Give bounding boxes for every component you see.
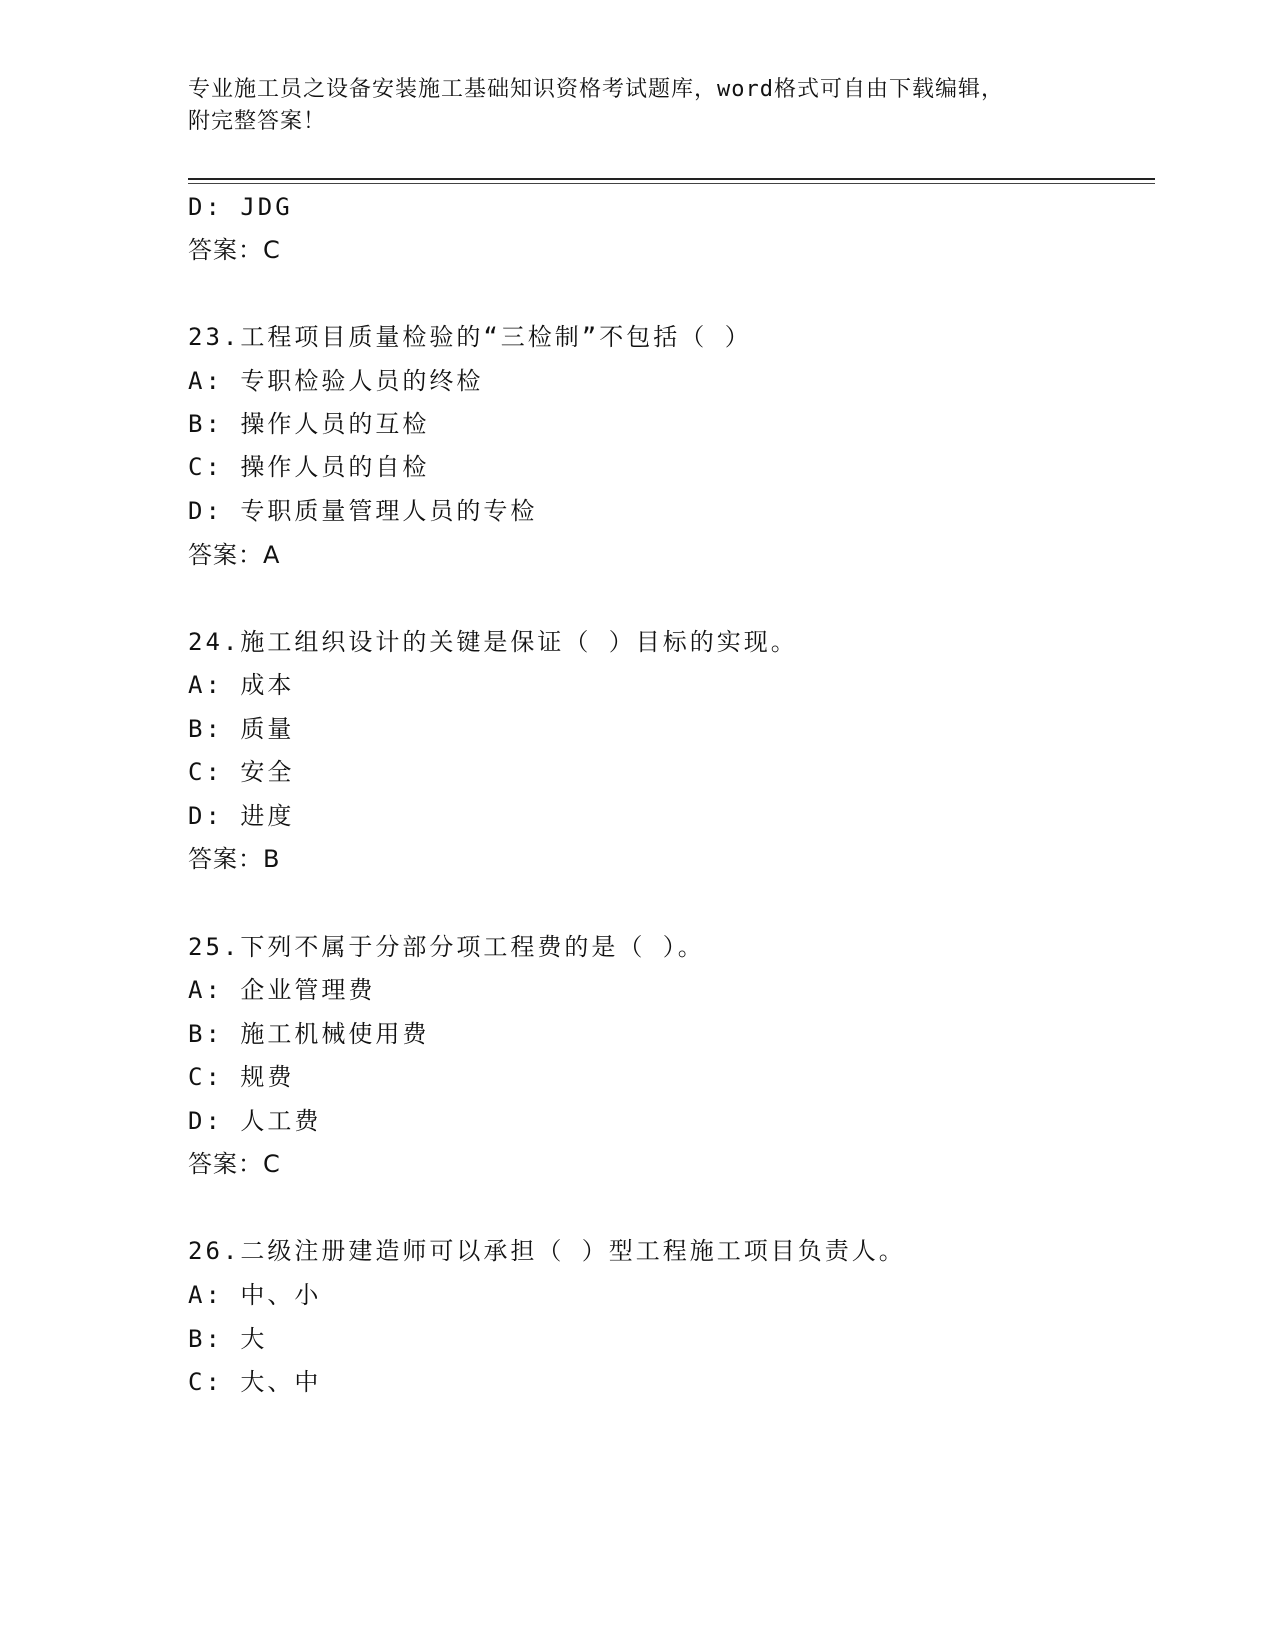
question-24-option-d: D: 进度	[188, 802, 295, 830]
question-24-option-b: B: 质量	[188, 715, 295, 743]
question-23-answer: 答案：A	[188, 541, 281, 569]
question-25-option-a: A: 企业管理费	[188, 976, 376, 1004]
question-24-option-a: A: 成本	[188, 671, 295, 699]
page-header	[188, 74, 1088, 138]
header-divider-thin	[188, 183, 1155, 184]
question-23-option-a: A: 专职检验人员的终检	[188, 367, 484, 395]
header-line-2: 附完整答案！	[188, 109, 327, 134]
question-25-option-c: C: 规费	[188, 1063, 295, 1091]
question-24-stem: 24.施工组织设计的关键是保证（ ）目标的实现。	[188, 628, 798, 656]
question-25-option-d: D: 人工费	[188, 1107, 322, 1135]
question-23-option-b: B: 操作人员的互检	[188, 410, 430, 438]
header-divider-thick	[188, 178, 1155, 180]
prev-answer: 答案：C	[188, 236, 281, 264]
question-26-option-b: B: 大	[188, 1325, 268, 1353]
question-25-option-b: B: 施工机械使用费	[188, 1020, 430, 1048]
question-26-option-c: C: 大、中	[188, 1368, 322, 1396]
question-23-option-d: D: 专职质量管理人员的专检	[188, 497, 538, 525]
question-26-option-a: A: 中、小	[188, 1281, 322, 1309]
question-23-option-c: C: 操作人员的自检	[188, 453, 430, 481]
question-25-stem: 25.下列不属于分部分项工程费的是（ ）。	[188, 933, 705, 961]
question-26-stem: 26.二级注册建造师可以承担（ ）型工程施工项目负责人。	[188, 1237, 906, 1265]
question-24-option-c: C: 安全	[188, 758, 295, 786]
prev-option-d: D: JDG	[188, 193, 293, 221]
question-24-answer: 答案：B	[188, 845, 281, 873]
question-23-stem: 23.工程项目质量检验的“三检制”不包括（ ）	[188, 323, 752, 351]
header-line-1: 专业施工员之设备安装施工基础知识资格考试题库，word格式可自由下载编辑，	[188, 77, 1004, 102]
question-25-answer: 答案：C	[188, 1150, 281, 1178]
